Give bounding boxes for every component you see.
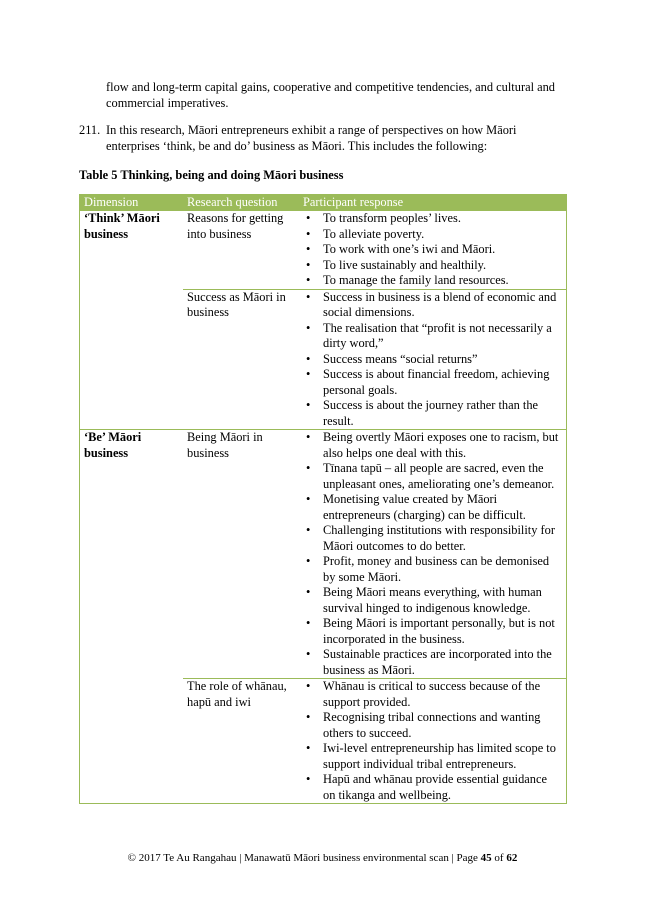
response-item: • Whānau is critical to success because of the support provided. (303, 679, 562, 710)
response-list (303, 290, 562, 430)
footer-prefix: © 2017 Te Au Rangahau | Manawatū Māori business environmental scan | Page (127, 852, 481, 864)
response-item: • Sustainable practices are incorporated into the business as Māori. (303, 647, 562, 678)
response-item: • Challenging institutions with responsibility for Māori outcomes to do better. (303, 523, 562, 554)
table-row (80, 211, 567, 290)
response-item: • To manage the family land resources. (303, 273, 562, 289)
response-item: • Success means “social returns” (303, 352, 562, 368)
question-cell: Being Māori in business (183, 430, 299, 679)
footer-page-total: 62 (506, 852, 518, 864)
paragraph-211: In this research, Māori entrepreneurs exhibit a range of perspectives on how Māori enterprises ‘think, be and do’ business as Māori. This includes the following: (106, 123, 517, 153)
response-item: • Recognising tribal connections and wanting others to succeed. (303, 710, 562, 741)
response-item: • Tīnana tapū – all people are sacred, even the unpleasant ones, ameliorating one’s demeanor. (303, 461, 562, 492)
response-list (303, 679, 562, 803)
question-cell: Reasons for getting into business (183, 211, 299, 290)
dimension-think: ‘Think’ Māori business (80, 211, 184, 430)
footer-of: of (491, 852, 507, 864)
thinking-being-doing-table (79, 194, 567, 804)
response-item: • Monetising value created by Māori entrepreneurs (charging) can be difficult. (303, 492, 562, 523)
response-item: • Success is about the journey rather than the result. (303, 398, 562, 429)
response-item: • Being Māori means everything, with human survival hinged to indigenous knowledge. (303, 585, 562, 616)
page-footer (0, 852, 645, 864)
response-list (303, 211, 562, 289)
footer-page-number: 45 (480, 852, 492, 864)
paragraph-number: 211. (79, 123, 101, 137)
header-dimension: Dimension (80, 195, 184, 211)
response-item: • Hapū and whānau provide essential guidance on tikanga and wellbeing. (303, 772, 562, 803)
response-item: • To alleviate poverty. (303, 227, 562, 243)
continuation-paragraph: flow and long-term capital gains, cooperative and competitive tendencies, and cultural and commercial imperatives. (106, 80, 555, 110)
response-item: • Success in business is a blend of economic and social dimensions. (303, 290, 562, 321)
response-cell (299, 430, 567, 679)
response-list (303, 430, 562, 678)
dimension-be: ‘Be’ Māori business (80, 430, 184, 804)
response-cell (299, 289, 567, 430)
response-item: • To work with one’s iwi and Māori. (303, 242, 562, 258)
header-participant-response: Participant response (299, 195, 567, 211)
response-item: • Profit, money and business can be demonised by some Māori. (303, 554, 562, 585)
response-item: • To live sustainably and healthily. (303, 258, 562, 274)
response-item: • Iwi-level entrepreneurship has limited scope to support individual tribal entrepreneurs. (303, 741, 562, 772)
response-cell (299, 679, 567, 804)
response-cell (299, 211, 567, 290)
table-caption: Table 5 Thinking, being and doing Māori business (79, 168, 344, 182)
response-item: • Being Māori is important personally, but is not incorporated in the business. (303, 616, 562, 647)
response-item: • The realisation that “profit is not necessarily a dirty word,” (303, 321, 562, 352)
table-row (80, 430, 567, 679)
response-item: • Success is about financial freedom, achieving personal goals. (303, 367, 562, 398)
response-item: • To transform peoples’ lives. (303, 211, 562, 227)
response-item: • Being overtly Māori exposes one to racism, but also helps one deal with this. (303, 430, 562, 461)
header-research-question: Research question (183, 195, 299, 211)
table-header-row (80, 195, 567, 211)
question-cell: Success as Māori in business (183, 289, 299, 430)
question-cell: The role of whānau, hapū and iwi (183, 679, 299, 804)
